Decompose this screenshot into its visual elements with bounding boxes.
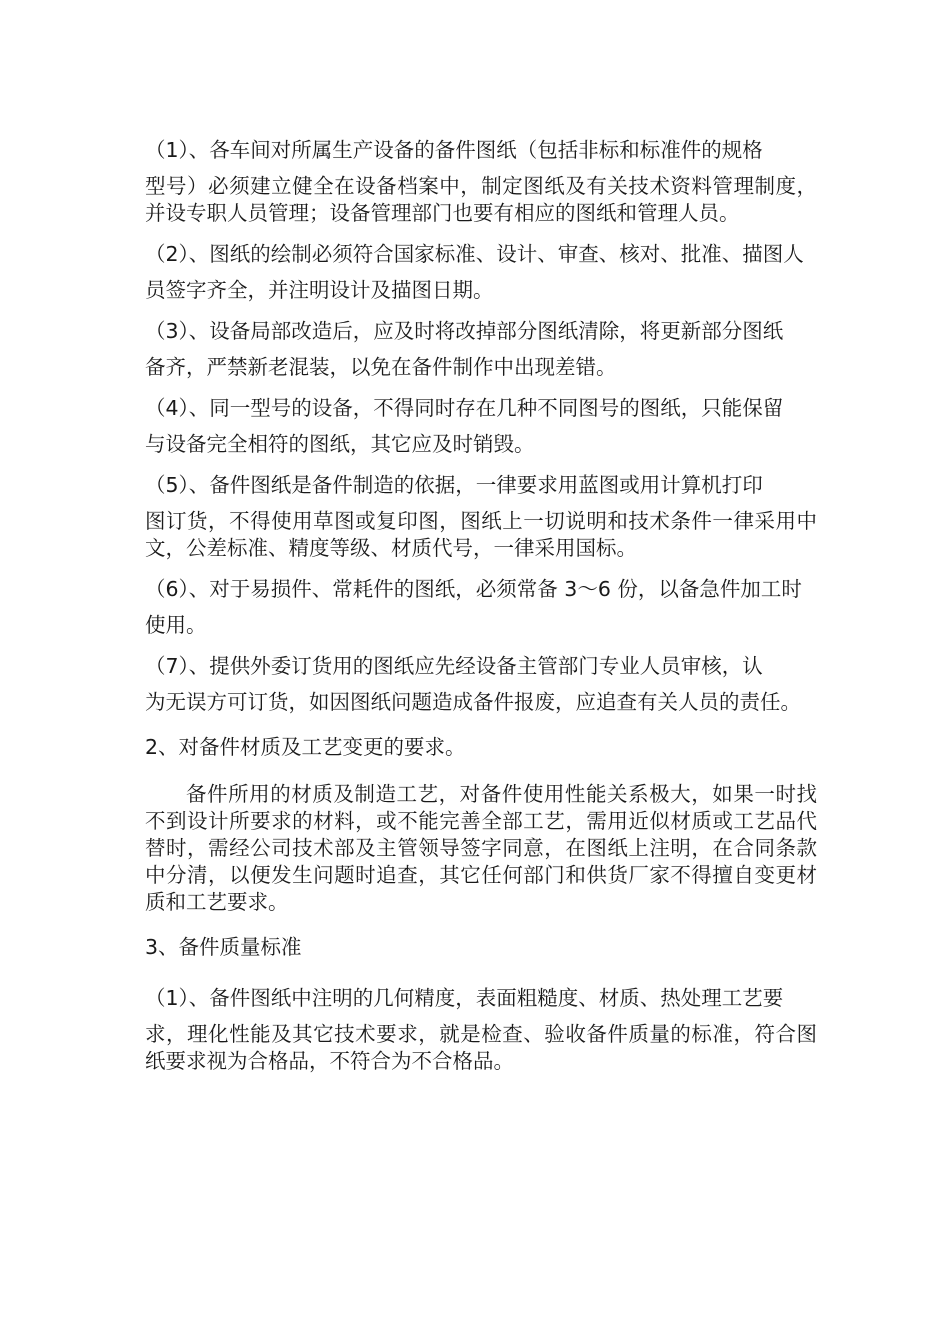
paragraph-first-line: （4）、同一型号的设备，不得同时存在几种不同图号的图纸，只能保留 xyxy=(145,396,784,420)
paragraph-item-1 xyxy=(145,137,817,227)
paragraph-continuation: 图订货，不得使用草图或复印图，图纸上一切说明和技术条件一律采用中文，公差标准、精度等级、材质代号，一律采用国标。 xyxy=(145,509,817,560)
section-3-item-1 xyxy=(145,985,817,1075)
paragraph-continuation: 备齐，严禁新老混装，以免在备件制作中出现差错。 xyxy=(145,355,617,379)
paragraph-item-2 xyxy=(145,241,817,304)
paragraph-first-line: （1）、各车间对所属生产设备的备件图纸（包括非标和标准件的规格 xyxy=(145,138,763,162)
paragraph-continuation: 为无误方可订货，如因图纸问题造成备件报废，应追查有关人员的责任。 xyxy=(145,690,801,714)
paragraph-item-5 xyxy=(145,472,817,562)
section-2-heading: 2、对备件材质及工艺变更的要求。 xyxy=(145,735,466,759)
paragraph-continuation: 员签字齐全，并注明设计及描图日期。 xyxy=(145,278,494,302)
paragraph-first-line: （6）、对于易损件、常耗件的图纸，必须常备 3～6 份，以备急件加工时 xyxy=(145,577,802,601)
paragraph-first-line: （1）、备件图纸中注明的几何精度，表面粗糙度、材质、热处理工艺要 xyxy=(145,986,784,1010)
paragraph-first-line: （7）、提供外委订货用的图纸应先经设备主管部门专业人员审核，认 xyxy=(145,654,763,678)
paragraph-item-7 xyxy=(145,653,817,716)
document-page xyxy=(145,132,817,1075)
paragraph-continuation: 求，理化性能及其它技术要求，就是检查、验收备件质量的标准，符合图纸要求视为合格品，不符合为不合格品。 xyxy=(145,1022,817,1073)
section-3-heading: 3、备件质量标准 xyxy=(145,935,302,959)
section-2-body: 备件所用的材质及制造工艺，对备件使用性能关系极大，如果一时找不到设计所要求的材料，或不能完善全部工艺，需用近似材质或工艺品代替时，需经公司技术部及主管领导签字同意，在图纸上注明，在合同条款中分清，以便发生问题时追查，其它任何部门和供货厂家不得擅自变更材质和工艺要求。 xyxy=(145,782,817,914)
paragraph-continuation: 型号）必须建立健全在设备档案中，制定图纸及有关技术资料管理制度，并设专职人员管理；设备管理部门也要有相应的图纸和管理人员。 xyxy=(145,174,817,225)
paragraph-continuation: 与设备完全相符的图纸，其它应及时销毁。 xyxy=(145,432,535,456)
paragraph-first-line: （2）、图纸的绘制必须符合国家标准、设计、审查、核对、批准、描图人 xyxy=(145,242,804,266)
paragraph-item-4 xyxy=(145,395,817,458)
paragraph-item-3 xyxy=(145,318,817,381)
paragraph-item-6 xyxy=(145,576,817,639)
paragraph-continuation: 使用。 xyxy=(145,613,207,637)
paragraph-first-line: （3）、设备局部改造后，应及时将改掉部分图纸清除，将更新部分图纸 xyxy=(145,319,784,343)
paragraph-first-line: （5）、备件图纸是备件制造的依据，一律要求用蓝图或用计算机打印 xyxy=(145,473,763,497)
